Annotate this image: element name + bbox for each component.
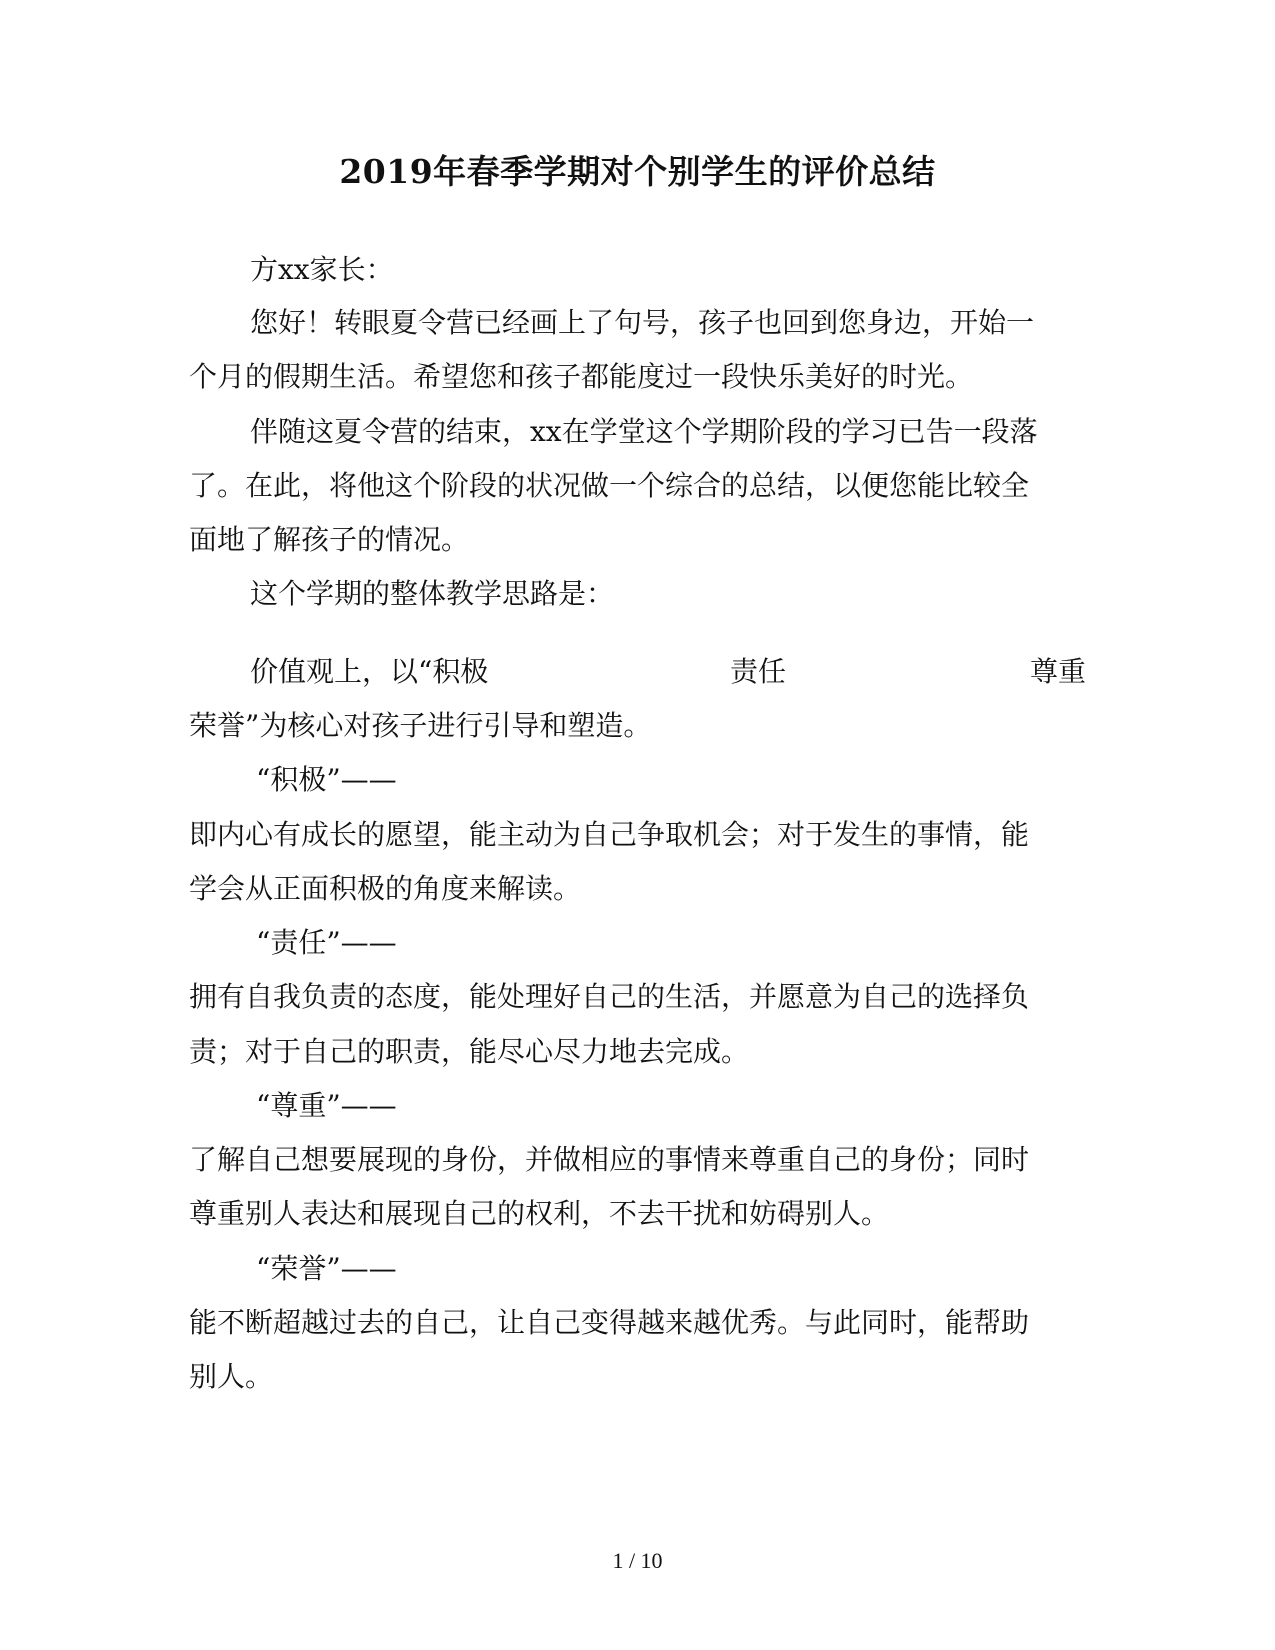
value-responsibility: 责任	[730, 655, 787, 688]
value-heading: “荣誉”——	[256, 1252, 397, 1285]
value-description-line: 能不断超越过去的自己，让自己变得越来越优秀。与此同时，能帮助	[189, 1306, 1030, 1339]
value-description-line: 即内心有成长的愿望，能主动为自己争取机会；对于发生的事情，能	[189, 818, 1030, 851]
value-respect: 尊重	[1030, 655, 1087, 688]
values-prefix: 价值观上，以“积极	[250, 655, 489, 688]
paragraph-line: 个月的假期生活。希望您和孩子都能度过一段快乐美好的时光。	[189, 360, 974, 393]
value-description-line: 别人。	[189, 1360, 274, 1393]
paragraph-line: 了。在此，将他这个阶段的状况做一个综合的总结，以便您能比较全	[189, 469, 1030, 502]
page-number: 1 / 10	[612, 1548, 663, 1573]
paragraph-line: 伴随这夏令营的结束，xx在学堂这个学期阶段的学习已告一段落	[250, 415, 1038, 448]
value-description-line: 拥有自我负责的态度，能处理好自己的生活，并愿意为自己的选择负	[189, 980, 1030, 1013]
value-description-line: 了解自己想要展现的身份，并做相应的事情来尊重自己的身份；同时	[189, 1143, 1030, 1176]
value-description-line: 学会从正面积极的角度来解读。	[189, 872, 582, 905]
paragraph-line: 您好！转眼夏令营已经画上了句号，孩子也回到您身边，开始一	[250, 306, 1035, 339]
value-heading: “积极”——	[256, 763, 397, 796]
paragraph-line: 面地了解孩子的情况。	[189, 523, 470, 556]
value-description-line: 尊重别人表达和展现自己的权利，不去干扰和妨碍别人。	[189, 1197, 890, 1230]
document-title: 2019年春季学期对个别学生的评价总结	[339, 152, 936, 191]
value-description-line: 责；对于自己的职责，能尽心尽力地去完成。	[189, 1035, 750, 1068]
paragraph-line: 荣誉”为核心对孩子进行引导和塑造。	[189, 709, 652, 742]
paragraph-line: 这个学期的整体教学思路是：	[250, 577, 615, 610]
greeting: 方xx家长：	[250, 253, 394, 286]
value-heading: “责任”——	[256, 926, 397, 959]
value-heading: “尊重”——	[256, 1089, 397, 1122]
